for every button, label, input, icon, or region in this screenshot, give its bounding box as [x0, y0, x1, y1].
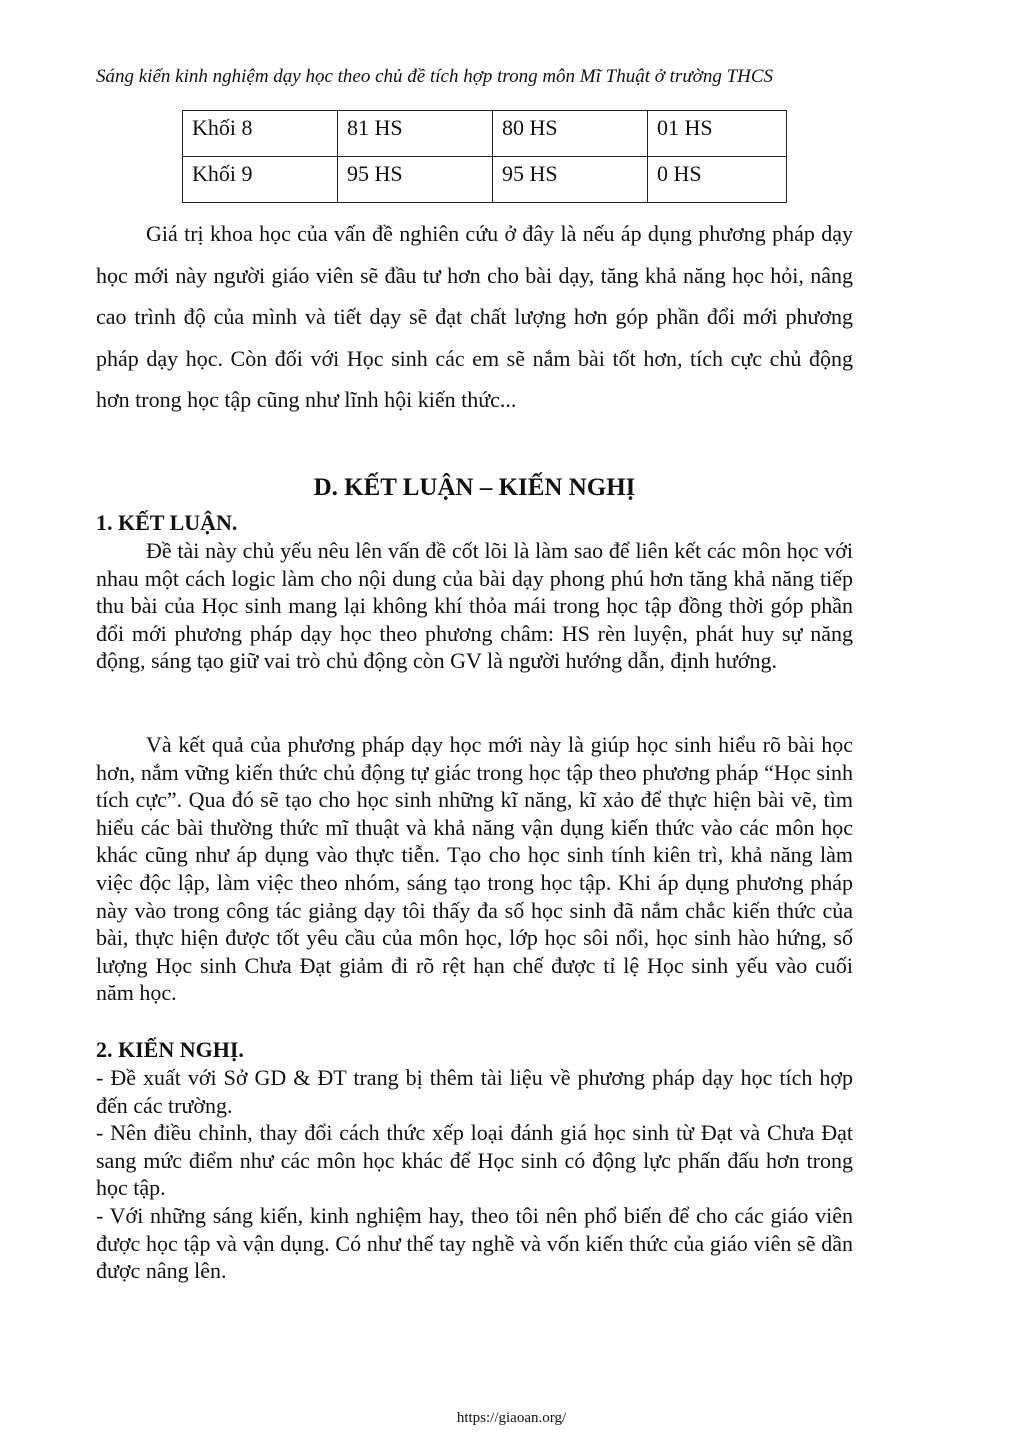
page-header: Sáng kiến kinh nghiệm dạy học theo chủ đề tích hợp trong môn Mĩ Thuật ở trường THCS	[96, 66, 774, 87]
conclusion-paragraph-1: Đề tài này chủ yếu nêu lên vấn đề cốt lõi là làm sao để liên kết các môn học với nhau một cách logic làm cho nội dung của bài dạy phong phú hơn tăng khả năng tiếp thu bài của Học sinh mang lại không khí thỏa mái trong học tập đồng thời góp phần đổi mới phương pháp dạy học theo phương châm: HS rèn luyện, phát huy sự năng động, sáng tạo giữ vai trò chủ động còn GV là người hướng dẫn, định hướng.	[96, 538, 853, 674]
table-row	[183, 157, 787, 203]
results-table	[182, 110, 787, 203]
table-cell: 95 HS	[493, 157, 648, 203]
recommendation-list	[96, 1064, 853, 1285]
table-cell: Khối 9	[183, 157, 338, 203]
table-row	[183, 111, 787, 157]
table-cell: 0 HS	[648, 157, 787, 203]
conclusion-paragraph-2: Và kết quả của phương pháp dạy học mới này là giúp học sinh hiểu rõ bài học hơn, nắm vững kiến thức chủ động tự giác trong học tập theo phương pháp “Học sinh tích cực”. Qua đó sẽ tạo cho học sinh những kĩ năng, kĩ xảo để thực hiện bài vẽ, tìm hiểu các bài thường thức mĩ thuật và khả năng vận dụng kiến thức vào các môn học khác cũng như áp dụng vào thực tiễn. Tạo cho học sinh tính kiên trì, khả năng làm việc độc lập, làm việc theo nhóm, sáng tạo trong học tập. Khi áp dụng phương pháp này vào trong công tác giảng dạy tôi thấy đa số học sinh đã nắm chắc kiến thức của bài, thực hiện được tốt yêu cầu của môn học, lớp học sôi nổi, học sinh hào hứng, số lượng Học sinh Chưa Đạt giảm đi rõ rệt hạn chế được tỉ lệ Học sinh yếu vào cuối năm học.	[96, 732, 853, 1006]
recommendation-item: - Nên điều chỉnh, thay đổi cách thức xếp loại đánh giá học sinh từ Đạt và Chưa Đạt sang mức điểm như các môn học khác để Học sinh có động lực phấn đấu hơn trong học tập.	[96, 1120, 853, 1201]
table-cell: 81 HS	[338, 111, 493, 157]
conclusion-section-2	[96, 731, 853, 1007]
science-value-paragraph: Giá trị khoa học của vấn đề nghiên cứu ở đây là nếu áp dụng phương pháp dạy học mới này người giáo viên sẽ đầu tư hơn cho bài dạy, tăng khả năng học hỏi, nâng cao trình độ của mình và tiết dạy sẽ đạt chất lượng hơn góp phần đổi mới phương pháp dạy học. Còn đối với Học sinh các em sẽ nắm bài tốt hơn, tích cực chủ động hơn trong học tập cũng như lĩnh hội kiến thức...	[96, 221, 853, 412]
section-title: D. KẾT LUẬN – KIẾN NGHỊ	[313, 474, 636, 501]
table-cell: Khối 8	[183, 111, 338, 157]
table-cell: 80 HS	[493, 111, 648, 157]
table-cell: 95 HS	[338, 157, 493, 203]
conclusion-heading: 1. KẾT LUẬN.	[96, 510, 238, 535]
table-cell: 01 HS	[648, 111, 787, 157]
recommendation-item: - Với những sáng kiến, kinh nghiệm hay, theo tôi nên phổ biến để cho các giáo viên được học tập và vận dụng. Có như thế tay nghề và vốn kiến thức của giáo viên sẽ dần được nâng lên.	[96, 1202, 853, 1284]
recommendation-item: - Đề xuất với Sở GD & ĐT trang bị thêm tài liệu về phương pháp dạy học tích hợp đến các trường.	[96, 1065, 853, 1118]
recommendation-heading: 2. KIẾN NGHỊ.	[96, 1037, 244, 1062]
conclusion-section	[96, 537, 853, 675]
footer-url: https://giaoan.org/	[456, 1410, 567, 1426]
